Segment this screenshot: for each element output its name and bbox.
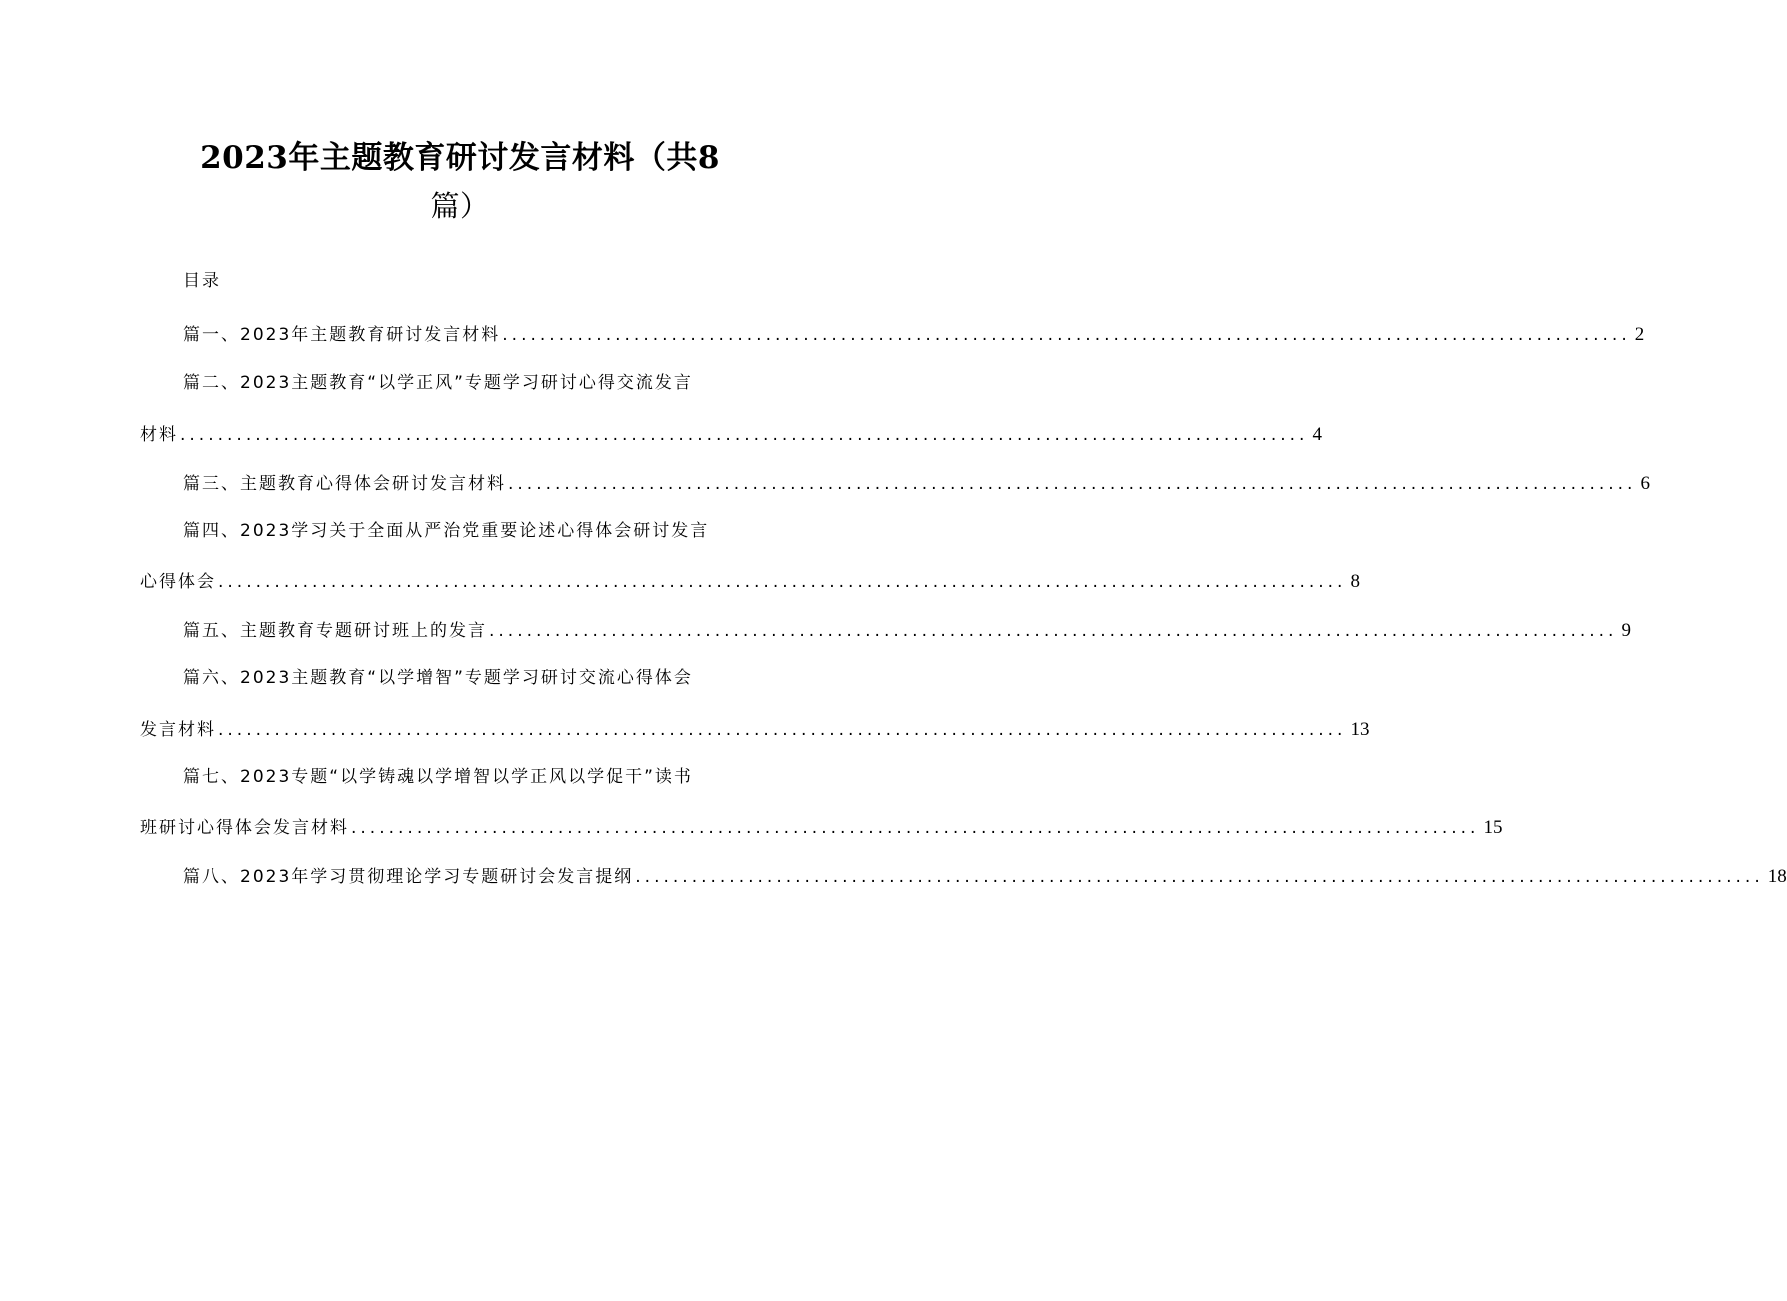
toc-entry-label: 篇八、2023年学习贯彻理论学习专题研讨会发言提纲 (183, 867, 634, 887)
toc-page-number: 8 (1350, 571, 1360, 592)
toc-entry-label: 心得体会 (140, 572, 216, 592)
toc-entry-label: 篇一、2023年主题教育研讨发言材料 (183, 325, 501, 345)
toc-leader-dots: ........................................................................................................................ (508, 474, 1637, 494)
toc-entry-label: 材料 (140, 425, 178, 445)
toc-entry-4[interactable] (140, 571, 1360, 592)
toc-entry-5[interactable] (183, 620, 1631, 641)
toc-entry-6-line1[interactable]: 篇六、2023主题教育“以学增智”专题学习研讨交流心得体会 (183, 668, 693, 688)
toc-leader-dots: ........................................................................................................................ (218, 572, 1347, 592)
toc-entry-8[interactable] (183, 866, 1787, 887)
toc-entry-label: 篇三、主题教育心得体会研讨发言材料 (183, 474, 506, 494)
toc-leader-dots: ........................................................................................................................ (635, 867, 1764, 887)
toc-leader-dots: ........................................................................................................................ (351, 818, 1480, 838)
toc-page-number: 9 (1621, 620, 1631, 641)
toc-heading: 目录 (183, 271, 221, 291)
toc-page-number: 6 (1640, 473, 1650, 494)
toc-page-number: 4 (1312, 424, 1322, 445)
toc-leader-dots: ........................................................................................................................ (180, 425, 1309, 445)
toc-entry-3[interactable] (183, 473, 1650, 494)
toc-entry-label: 班研讨心得体会发言材料 (140, 818, 349, 838)
toc-entry-4-line1[interactable]: 篇四、2023学习关于全面从严治党重要论述心得体会研讨发言 (183, 521, 710, 541)
toc-entry-2-line1[interactable]: 篇二、2023主题教育“以学正风”专题学习研讨心得交流发言 (183, 373, 693, 393)
toc-entry-7-line1[interactable]: 篇七、2023专题“以学铸魂以学增智以学正风以学促干”读书 (183, 767, 693, 787)
toc-entry-2[interactable] (140, 424, 1322, 445)
document-title-line2: 篇） (430, 189, 490, 223)
toc-entry-label: 发言材料 (140, 720, 216, 740)
document-title-line1: 2023年主题教育研讨发言材料（共8 (200, 140, 720, 176)
toc-entry-7[interactable] (140, 817, 1503, 838)
toc-leader-dots: ........................................................................................................................ (502, 325, 1631, 345)
toc-leader-dots: ........................................................................................................................ (218, 720, 1347, 740)
toc-entry-6[interactable] (140, 719, 1370, 740)
toc-page-number: 15 (1483, 817, 1503, 838)
toc-leader-dots: ........................................................................................................................ (489, 621, 1618, 641)
toc-page-number: 18 (1767, 866, 1787, 887)
toc-page-number: 2 (1634, 324, 1645, 345)
toc-page-number: 13 (1350, 719, 1370, 740)
toc-entry-1[interactable] (183, 324, 1645, 345)
toc-entry-label: 篇五、主题教育专题研讨班上的发言 (183, 621, 487, 641)
